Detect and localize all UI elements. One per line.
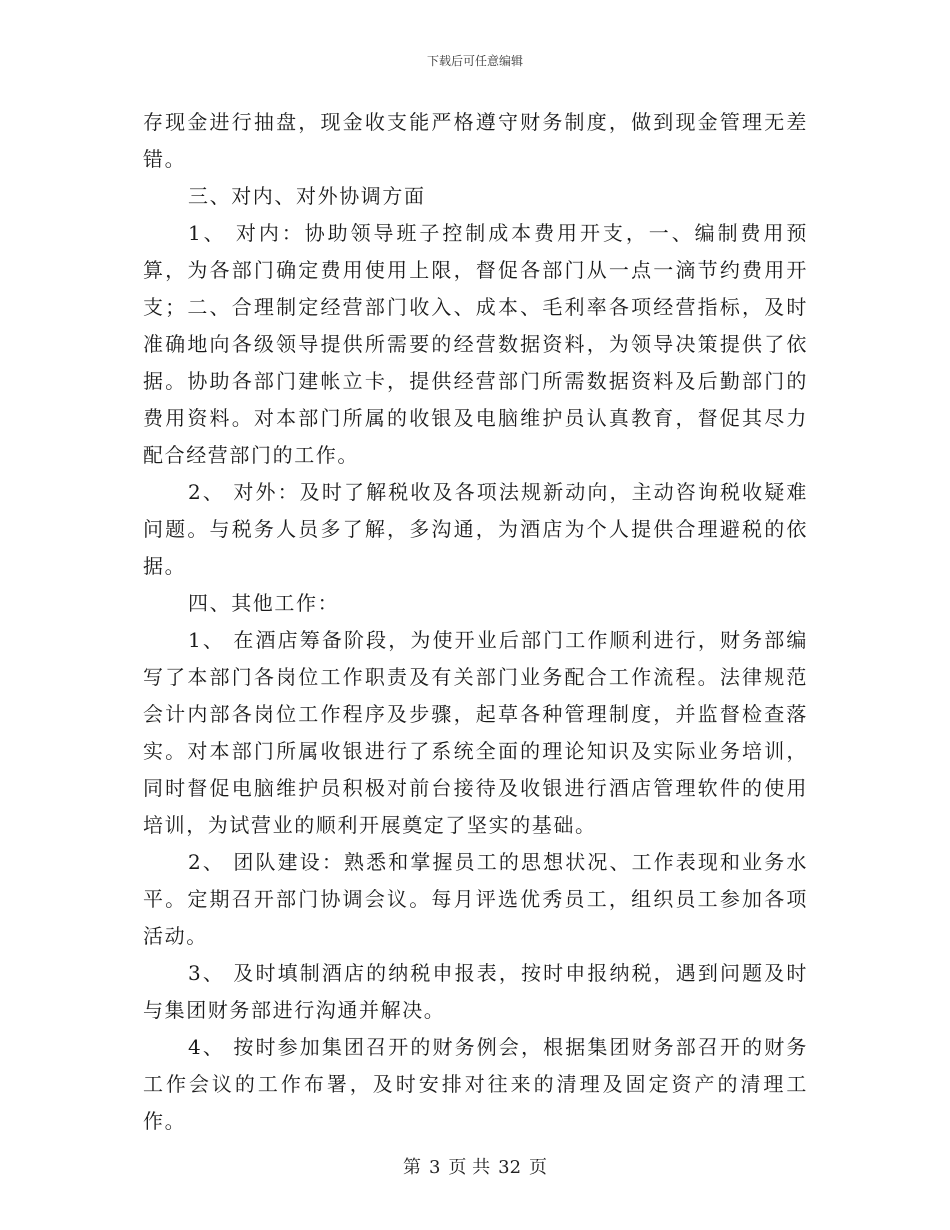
paragraph-team-building: 2、 团队建设：熟悉和掌握员工的思想状况、工作表现和业务水平。定期召开部门协调会议。每月评选优秀员工，组织员工参加各项活动。 — [143, 850, 808, 948]
page-number: 3 — [428, 1157, 441, 1178]
section-heading-other-work: 四、其他工作： — [188, 591, 340, 615]
paragraph-preparation-stage: 1、 在酒店筹备阶段，为使开业后部门工作顺利进行，财务部编写了本部门各岗位工作职责及有关部门业务配合工作流程。法律规范会计内部各岗位工作程序及步骤，起草各种管理制度，并监督检查落实。对本部门所属收银进行了系统全面的理论知识及实际业务培训，同时督促电脑维护员积极对前台接待及收银进行酒店管理软件的使用培训，为试营业的顺利开展奠定了坚实的基础。 — [143, 628, 808, 837]
page-header-note: 下载后可任意编辑 — [426, 54, 523, 68]
document-body — [143, 104, 808, 1140]
page-footer — [0, 1153, 950, 1179]
footer-suffix: 页 — [529, 1157, 548, 1178]
paragraph-external-coordination: 2、 对外：及时了解税收及各项法规新动向，主动咨询税收疑难问题。与税务人员多了解，多沟通，为酒店为个人提供合理避税的依据。 — [143, 480, 808, 578]
paragraph-tax-filing: 3、 及时填制酒店的纳税申报表，按时申报纳税，遇到问题及时与集团财务部进行沟通并解决。 — [143, 961, 808, 1022]
paragraph-finance-meetings: 4、 按时参加集团召开的财务例会，根据集团财务部召开的财务工作会议的工作布署，及时安排对往来的清理及固定资产的清理工作。 — [143, 1035, 808, 1133]
footer-middle: 页 共 — [448, 1157, 491, 1178]
paragraph-internal-coordination: 1、 对内：协助领导班子控制成本费用开支，一、编制费用预算，为各部门确定费用使用上限，督促各部门从一点一滴节约费用开支；二、合理制定经营部门收入、成本、毛利率各项经营指标，及时准确地向各级领导提供所需要的经营数据资料，为领导决策提供了依据。协助各部门建帐立卡，提供经营部门所需数据资料及后勤部门的费用资料。对本部门所属的收银及电脑维护员认真教育，督促其尽力配合经营部门的工作。 — [143, 221, 808, 467]
footer-prefix: 第 — [402, 1157, 421, 1178]
paragraph-cash-continuation: 存现金进行抽盘，现金收支能严格遵守财务制度，做到现金管理无差错。 — [143, 110, 808, 171]
section-heading-coordination: 三、对内、对外协调方面 — [188, 184, 426, 208]
total-pages: 32 — [498, 1157, 522, 1178]
